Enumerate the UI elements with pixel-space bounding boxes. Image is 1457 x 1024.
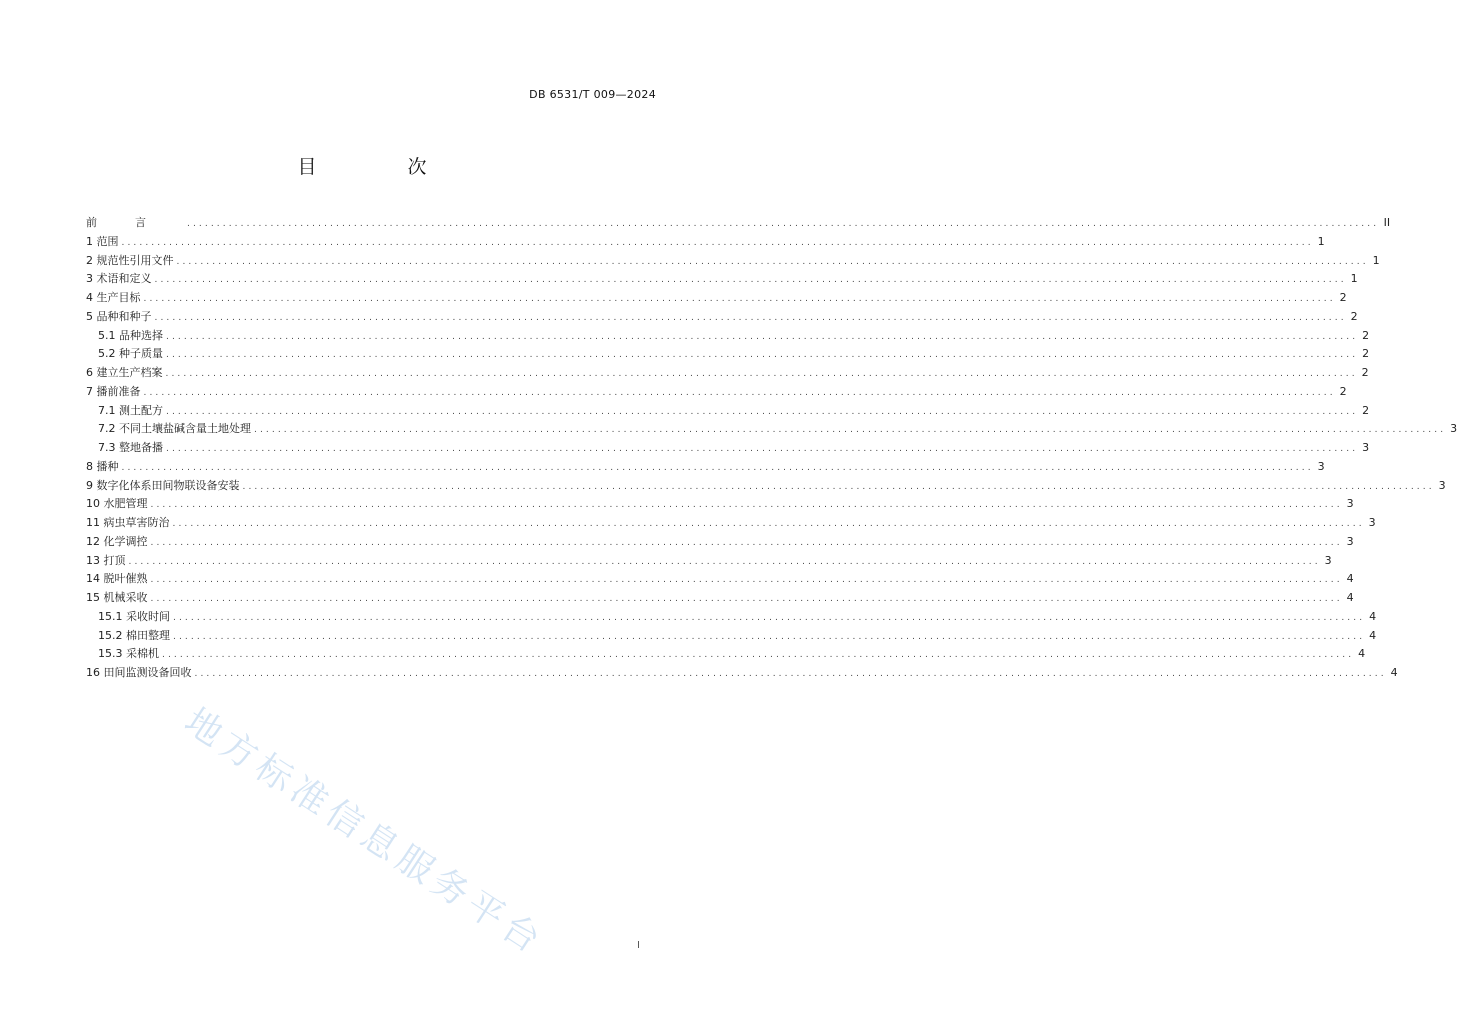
toc-leader-dots: ........................................................................................................................................................................................................ xyxy=(154,275,1347,286)
toc-entry-page: 3 xyxy=(1450,422,1457,436)
toc-leader-dots: ........................................................................................................................................................................................................ xyxy=(143,294,1336,304)
toc-entry-label: 8 播种 xyxy=(86,459,119,473)
toc-entry-label: 3 术语和定义 xyxy=(86,272,152,286)
toc-entry-label: 1 范围 xyxy=(86,234,119,248)
toc-leader-dots: ........................................................................................................................................................................................................ xyxy=(173,612,1366,623)
toc-entry-label: 7.1 测土配方 xyxy=(98,403,163,417)
toc-entry-page: 4 xyxy=(1346,591,1354,604)
toc-entry-label: 12 化学调控 xyxy=(86,534,148,548)
toc-leader-dots: ........................................................................................................................................................................................................ xyxy=(166,350,1359,361)
toc-entry[interactable] xyxy=(86,608,1377,627)
toc-entry-label: 15.2 棉田整理 xyxy=(98,628,170,642)
toc-entry-label: 前言 xyxy=(86,216,184,229)
toc-entry[interactable] xyxy=(86,570,1354,589)
toc-entry-label: 5.1 品种选择 xyxy=(98,328,163,342)
toc-leader-dots: ........................................................................................................................................................................................................ xyxy=(166,406,1359,417)
toc-entry-page: 3 xyxy=(1346,534,1354,548)
toc-entry[interactable] xyxy=(86,383,1347,402)
toc-entry[interactable] xyxy=(86,252,1380,271)
toc-leader-dots: ........................................................................................................................................................................................................ xyxy=(150,575,1343,586)
toc-entry-page: 2 xyxy=(1362,347,1370,361)
toc-entry-page: 3 xyxy=(1346,497,1354,511)
toc-entry[interactable] xyxy=(86,327,1370,346)
toc-entry-page: 4 xyxy=(1369,628,1377,642)
toc-entry[interactable] xyxy=(86,420,1457,439)
toc-entry-label: 5 品种和种子 xyxy=(86,309,152,323)
toc-entry[interactable] xyxy=(86,458,1325,477)
toc-entry-page: 3 xyxy=(1368,516,1376,529)
toc-entry-page: 4 xyxy=(1358,647,1366,661)
toc-leader-dots: ........................................................................................................................................................................................................ xyxy=(121,237,1314,248)
toc-entry-label: 15 机械采收 xyxy=(86,591,148,604)
toc-entry[interactable] xyxy=(86,533,1354,552)
toc-entry[interactable] xyxy=(86,364,1369,383)
toc-entry-label: 14 脱叶催熟 xyxy=(86,572,148,586)
toc-leader-dots: ........................................................................................................................................................................................................ xyxy=(150,537,1343,548)
toc-entry-page: 4 xyxy=(1369,609,1377,623)
toc-entry-label: 2 规范性引用文件 xyxy=(86,253,174,267)
toc-entry-label: 11 病虫草害防治 xyxy=(86,516,170,529)
toc-entry[interactable] xyxy=(86,233,1325,252)
toc-entry[interactable] xyxy=(86,664,1398,683)
toc-leader-dots: ........................................................................................................................................................................................................ xyxy=(242,481,1435,492)
toc-entry[interactable] xyxy=(86,289,1347,308)
toc-leader-dots: ........................................................................................................................................................................................................ xyxy=(121,462,1314,473)
toc-entry-page: II xyxy=(1383,216,1391,229)
toc-leader-dots: ........................................................................................................................................................................................................ xyxy=(162,650,1355,661)
toc-leader-dots: ........................................................................................................................................................................................................ xyxy=(254,425,1447,436)
toc-entry[interactable] xyxy=(86,645,1366,664)
toc-entry[interactable] xyxy=(86,439,1370,458)
toc-entry-page: 3 xyxy=(1324,553,1332,567)
toc-entry[interactable] xyxy=(86,627,1377,646)
toc-leader-dots: ........................................................................................................................................................................................................ xyxy=(187,219,1380,229)
toc-leader-dots: ........................................................................................................................................................................................................ xyxy=(176,256,1369,267)
toc-entry[interactable] xyxy=(86,477,1446,496)
toc-entry[interactable] xyxy=(86,552,1332,571)
page-number: I xyxy=(637,940,640,951)
toc-entry[interactable] xyxy=(86,270,1358,289)
toc-leader-dots: ........................................................................................................................................................................................................ xyxy=(150,500,1343,511)
toc-entry-label: 16 田间监测设备回收 xyxy=(86,666,192,679)
toc-leader-dots: ........................................................................................................................................................................................................ xyxy=(172,519,1365,529)
toc-entry[interactable] xyxy=(86,308,1358,327)
toc-entry-label: 7.3 整地备播 xyxy=(98,441,163,454)
toc-leader-dots: ........................................................................................................................................................................................................ xyxy=(194,669,1387,679)
document-code: DB 6531/T 009—2024 xyxy=(529,88,656,101)
toc-leader-dots: ........................................................................................................................................................................................................ xyxy=(154,312,1347,323)
toc-entry[interactable] xyxy=(86,402,1370,421)
toc-leader-dots: ........................................................................................................................................................................................................ xyxy=(165,369,1358,379)
toc-entry-label: 13 打顶 xyxy=(86,553,126,567)
page-title: 目 次 xyxy=(297,156,463,178)
toc-entry-label: 5.2 种子质量 xyxy=(98,347,163,361)
toc-leader-dots: ........................................................................................................................................................................................................ xyxy=(128,556,1321,567)
toc-entry-page: 2 xyxy=(1350,309,1358,323)
toc-entry-page: 2 xyxy=(1361,366,1369,379)
toc-entry[interactable] xyxy=(86,495,1354,514)
toc-leader-dots: ........................................................................................................................................................................................................ xyxy=(166,444,1359,454)
toc-entry[interactable] xyxy=(86,345,1370,364)
toc-entry-label: 4 生产目标 xyxy=(86,291,141,304)
toc-entry-page: 3 xyxy=(1362,441,1370,454)
toc-entry-page: 3 xyxy=(1317,459,1325,473)
toc-entry-label: 6 建立生产档案 xyxy=(86,366,163,379)
table-of-contents xyxy=(86,214,1457,683)
toc-entry[interactable] xyxy=(86,589,1354,608)
toc-leader-dots: ........................................................................................................................................................................................................ xyxy=(150,594,1343,604)
watermark: 地方标准信息服务平台 xyxy=(177,700,552,964)
toc-leader-dots: ........................................................................................................................................................................................................ xyxy=(166,331,1359,342)
toc-entry-page: 1 xyxy=(1372,253,1380,267)
toc-entry-page: 2 xyxy=(1339,384,1347,398)
toc-entry-page: 4 xyxy=(1346,572,1354,586)
toc-entry-label: 9 数字化体系田间物联设备安装 xyxy=(86,478,240,492)
toc-leader-dots: ........................................................................................................................................................................................................ xyxy=(173,631,1366,642)
toc-entry-label: 15.3 采棉机 xyxy=(98,647,159,661)
toc-entry-label: 7.2 不同土壤盐碱含量土地处理 xyxy=(98,422,251,436)
toc-leader-dots: ........................................................................................................................................................................................................ xyxy=(143,387,1336,398)
toc-entry-page: 3 xyxy=(1438,478,1446,492)
toc-entry-label: 7 播前准备 xyxy=(86,384,141,398)
toc-entry-label: 15.1 采收时间 xyxy=(98,609,170,623)
toc-entry-page: 1 xyxy=(1350,272,1358,286)
toc-entry-page: 2 xyxy=(1362,328,1370,342)
toc-entry-label: 10 水肥管理 xyxy=(86,497,148,511)
toc-entry-page: 2 xyxy=(1339,291,1347,304)
toc-entry-page: 4 xyxy=(1390,666,1398,679)
toc-entry-page: 2 xyxy=(1362,403,1370,417)
toc-entry-page: 1 xyxy=(1317,234,1325,248)
toc-entry[interactable] xyxy=(86,514,1376,533)
toc-entry[interactable] xyxy=(86,214,1391,233)
